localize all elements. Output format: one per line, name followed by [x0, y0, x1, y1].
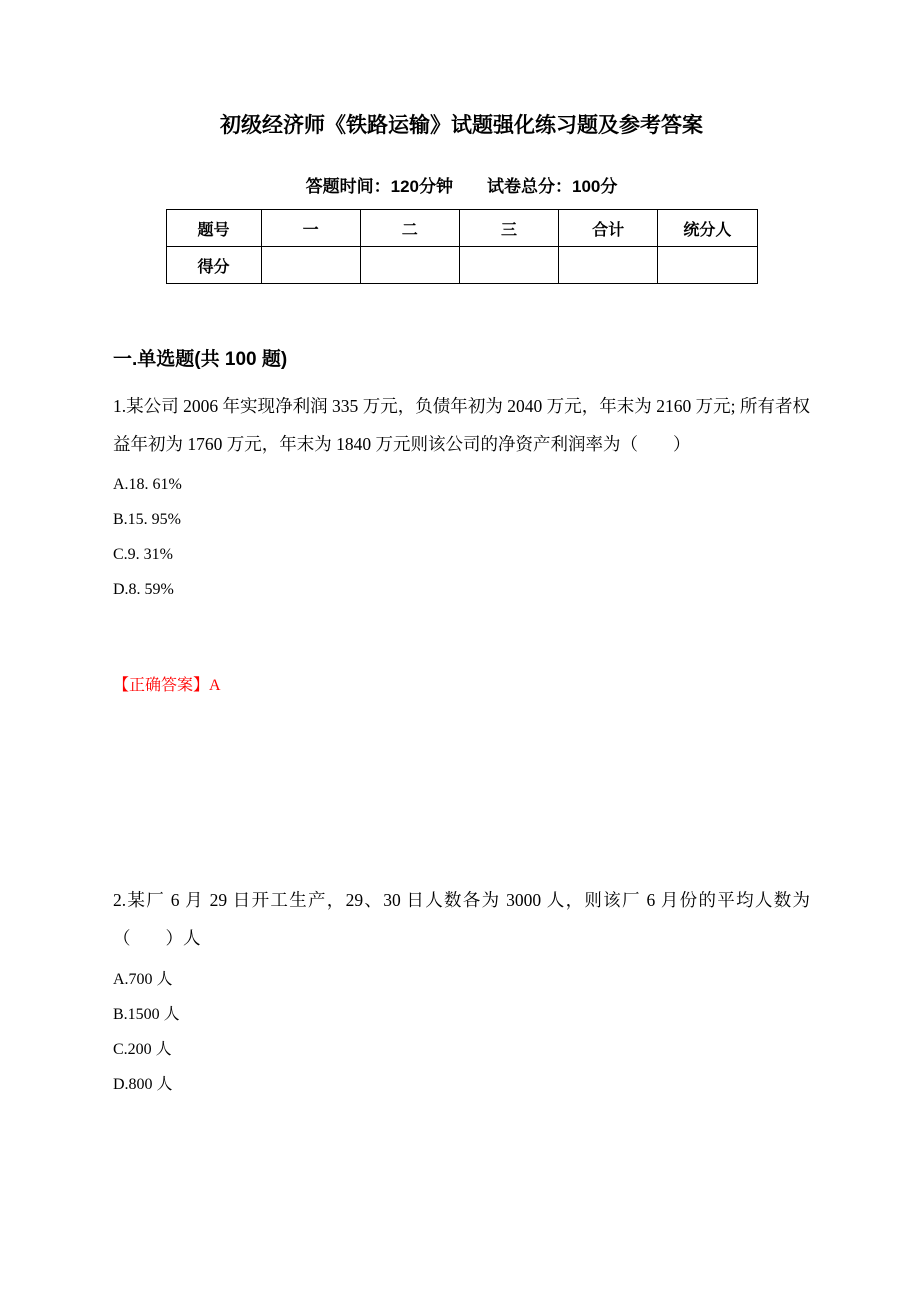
score-header-cell-total: 合计 — [559, 210, 658, 247]
score-header-cell-three: 三 — [459, 210, 558, 247]
option-b: B.15. 95% — [113, 511, 181, 528]
exam-meta-line: 答题时间：120分钟 试卷总分：100分 — [305, 177, 618, 196]
page-title: 初级经济师《铁路运输》试题强化练习题及参考答案 — [220, 114, 703, 137]
score-header-cell-scorer: 统分人 — [658, 210, 757, 247]
correct-answer-line — [113, 675, 810, 697]
score-empty-cell — [658, 247, 757, 284]
question-1 — [113, 387, 810, 697]
score-header-cell-question-number: 题号 — [166, 210, 261, 247]
question-options — [113, 467, 810, 607]
question-options — [113, 962, 810, 1102]
score-row-label-cell: 得分 — [166, 247, 261, 284]
question-stem: 2.某厂 6 月 29 日开工生产，29、30 日人数各为 3000 人，则该厂 6 月份的平均人数为（ ）人 — [113, 890, 810, 948]
score-table-header-row — [166, 210, 757, 247]
option-a: A.18. 61% — [113, 476, 182, 493]
option-b: B.1500 人 — [113, 1006, 180, 1023]
option-d: D.8. 59% — [113, 581, 174, 598]
score-header-cell-one: 一 — [261, 210, 360, 247]
score-empty-cell — [360, 247, 459, 284]
correct-answer-value: A — [209, 677, 221, 694]
correct-answer-label: 【正确答案】 — [113, 677, 210, 694]
question-stem: 1.某公司 2006 年实现净利润 335 万元，负债年初为 2040 万元，年末为 2160 万元; 所有者权益年初为 1760 万元，年末为 1840 万元则该公司的净资产利润率为（ ） — [113, 396, 810, 454]
score-header-cell-two: 二 — [360, 210, 459, 247]
question-2 — [113, 881, 810, 1102]
score-empty-cell — [261, 247, 360, 284]
option-c: C.9. 31% — [113, 546, 173, 563]
score-table-score-row — [166, 247, 757, 284]
section-heading-single-choice: 一.单选题(共 100 题) — [113, 349, 288, 370]
score-table — [166, 209, 758, 284]
option-c: C.200 人 — [113, 1041, 172, 1058]
score-empty-cell — [459, 247, 558, 284]
score-empty-cell — [559, 247, 658, 284]
option-d: D.800 人 — [113, 1076, 173, 1093]
option-a: A.700 人 — [113, 971, 173, 988]
